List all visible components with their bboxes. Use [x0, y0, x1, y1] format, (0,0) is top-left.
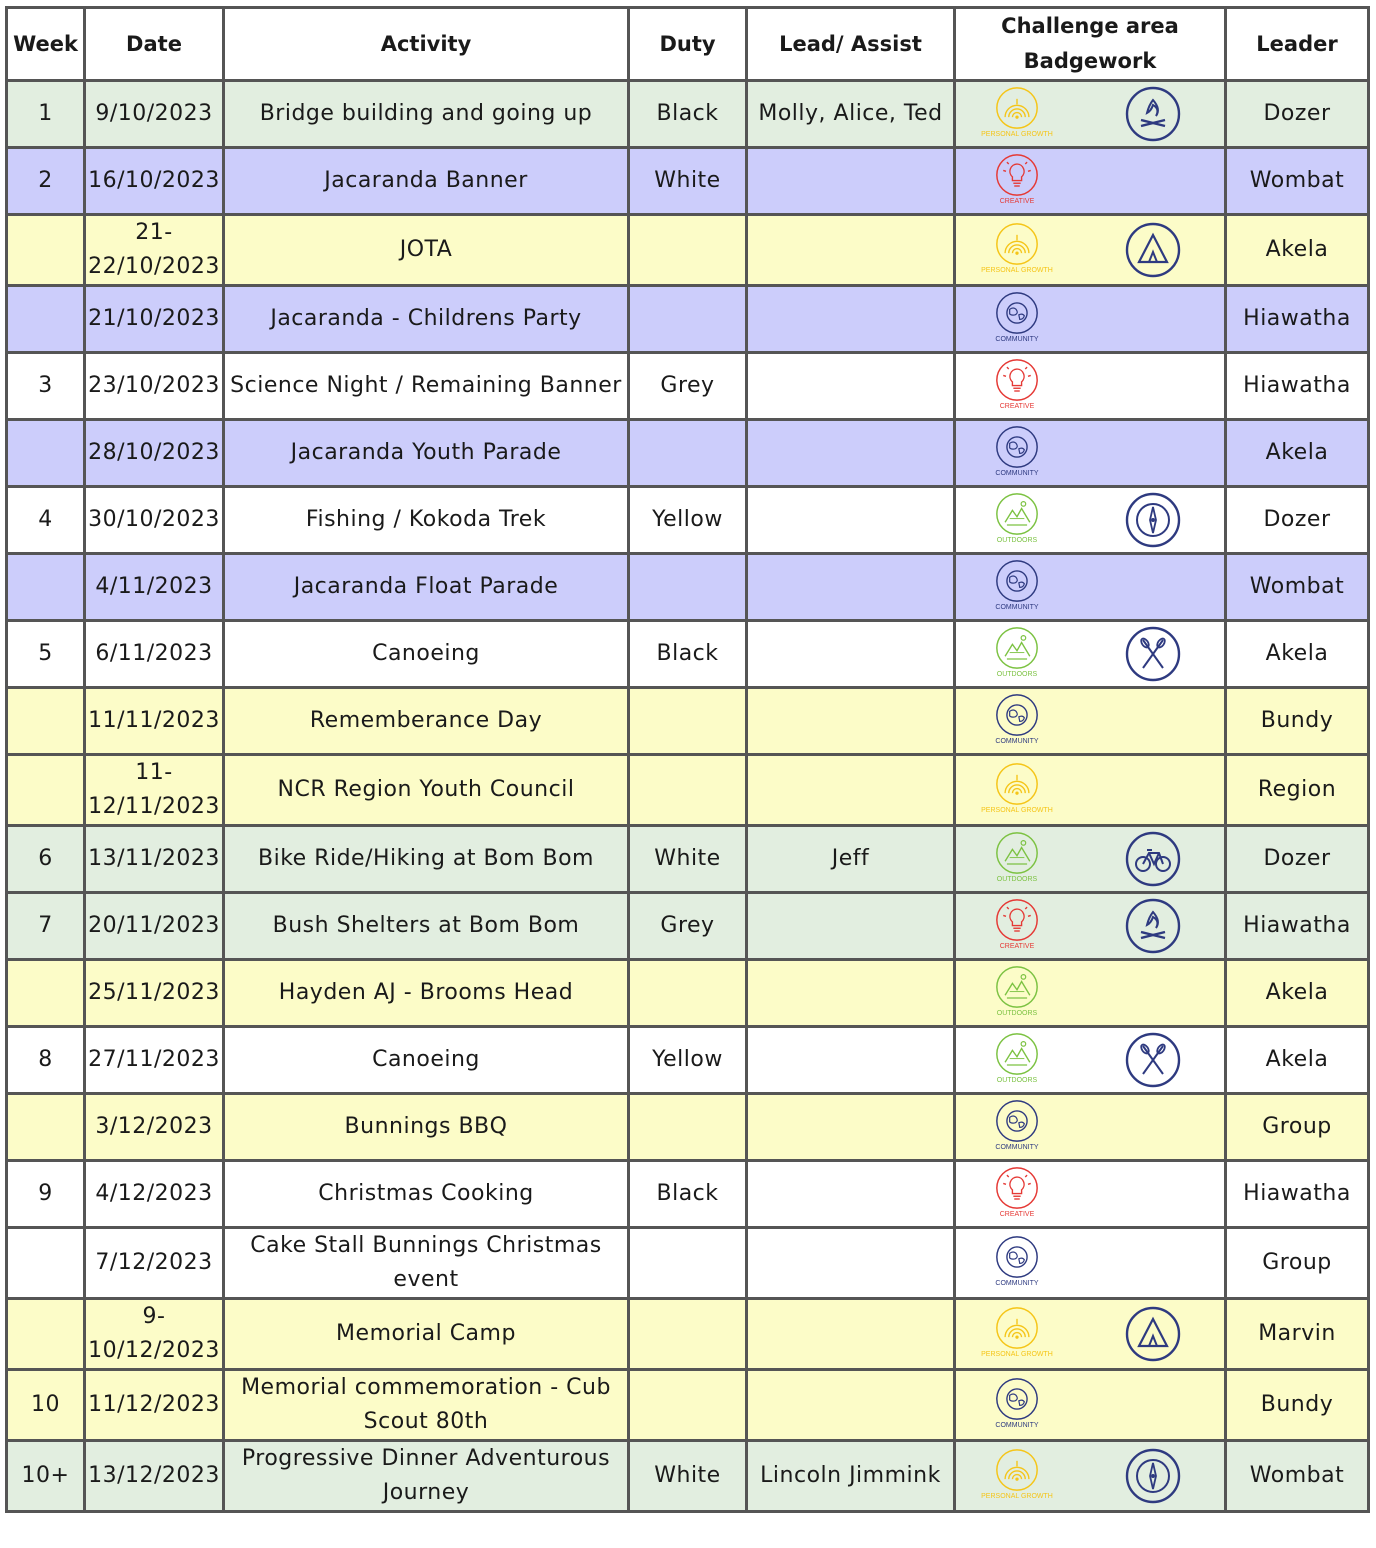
challenge-area-label: PERSONAL GROWTH: [981, 267, 1053, 274]
community-icon: [992, 1099, 1042, 1152]
table-row: [7, 1370, 1369, 1441]
activity-cell: Memorial Camp: [224, 1299, 629, 1370]
compass-badge-icon: [1125, 1448, 1181, 1504]
duty-cell: [629, 554, 747, 621]
creative-icon: [992, 358, 1042, 411]
challenge-area-label: OUTDOORS: [996, 1077, 1038, 1084]
lead-assist-cell: [747, 420, 955, 487]
challenge-area-label: COMMUNITY: [995, 336, 1039, 343]
challenge-area-label: CREATIVE: [999, 198, 1035, 205]
table-row: [7, 893, 1369, 960]
date-cell: 3/12/2023: [85, 1094, 224, 1161]
leader-cell: Hiawatha: [1226, 893, 1369, 960]
week-cell: 2: [7, 148, 85, 215]
challenge-area-cell: [955, 1370, 1226, 1441]
date-cell: 4/11/2023: [85, 554, 224, 621]
table-row: [7, 420, 1369, 487]
leader-cell: Group: [1226, 1228, 1369, 1299]
bicycle-badge-icon: [1125, 831, 1181, 887]
personal-growth-icon: [981, 1306, 1053, 1359]
activity-cell: Jacaranda Float Parade: [224, 554, 629, 621]
lead-assist-cell: [747, 755, 955, 826]
week-cell: [7, 420, 85, 487]
week-cell: [7, 688, 85, 755]
outdoors-icon: [992, 831, 1042, 884]
challenge-area-label: OUTDOORS: [996, 1010, 1038, 1017]
challenge-area-label: CREATIVE: [999, 1211, 1035, 1218]
challenge-area-label: PERSONAL GROWTH: [981, 131, 1053, 138]
lead-assist-header: Lead/ Assist: [747, 8, 955, 81]
outdoors-icon: [992, 626, 1042, 679]
date-cell: 16/10/2023: [85, 148, 224, 215]
leader-cell: Hiawatha: [1226, 286, 1369, 353]
challenge-area-cell: [955, 1161, 1226, 1228]
challenge-area-label: COMMUNITY: [995, 1422, 1039, 1429]
challenge-area-cell: [955, 826, 1226, 893]
personal-growth-icon: [981, 1448, 1053, 1501]
duty-cell: Grey: [629, 353, 747, 420]
challenge-area-label: OUTDOORS: [996, 537, 1038, 544]
duty-cell: White: [629, 826, 747, 893]
leader-header: Leader: [1226, 8, 1369, 81]
campfire-badge-icon: [1125, 898, 1181, 954]
date-cell: 11/11/2023: [85, 688, 224, 755]
table-row: [7, 1094, 1369, 1161]
challenge-area-cell: [955, 755, 1226, 826]
table-row: [7, 487, 1369, 554]
community-icon: [992, 559, 1042, 612]
challenge-area-label: PERSONAL GROWTH: [981, 1493, 1053, 1500]
week-cell: [7, 286, 85, 353]
community-icon: [992, 1377, 1042, 1430]
challenge-area-label: CREATIVE: [999, 403, 1035, 410]
duty-cell: [629, 1228, 747, 1299]
activity-cell: Fishing / Kokoda Trek: [224, 487, 629, 554]
date-cell: 6/11/2023: [85, 621, 224, 688]
activity-cell: Memorial commemoration - Cub Scout 80th: [224, 1370, 629, 1441]
week-cell: 9: [7, 1161, 85, 1228]
leader-cell: Hiawatha: [1226, 1161, 1369, 1228]
outdoors-icon: [992, 965, 1042, 1018]
paddles-badge-icon: [1125, 1032, 1181, 1088]
challenge-area-cell: [955, 1228, 1226, 1299]
date-cell: 13/11/2023: [85, 826, 224, 893]
lead-assist-cell: Lincoln Jimmink: [747, 1441, 955, 1512]
table-row: [7, 81, 1369, 148]
leader-cell: Bundy: [1226, 688, 1369, 755]
duty-cell: Yellow: [629, 487, 747, 554]
leader-cell: Akela: [1226, 215, 1369, 286]
duty-cell: Black: [629, 1161, 747, 1228]
activity-cell: Progressive Dinner Adventurous Journey: [224, 1441, 629, 1512]
date-cell: 23/10/2023: [85, 353, 224, 420]
table-row: [7, 688, 1369, 755]
challenge-area-cell: [955, 1299, 1226, 1370]
activity-cell: Jacaranda Banner: [224, 148, 629, 215]
challenge-area-cell: [955, 1094, 1226, 1161]
lead-assist-cell: Jeff: [747, 826, 955, 893]
leader-cell: Wombat: [1226, 1441, 1369, 1512]
lead-assist-cell: [747, 893, 955, 960]
community-icon: [992, 425, 1042, 478]
challenge-area-cell: [955, 286, 1226, 353]
leader-cell: Wombat: [1226, 554, 1369, 621]
date-cell: 21-22/10/2023: [85, 215, 224, 286]
table-row: [7, 1441, 1369, 1512]
challenge-area-label: OUTDOORS: [996, 671, 1038, 678]
lead-assist-cell: [747, 353, 955, 420]
leader-cell: Dozer: [1226, 826, 1369, 893]
challenge-area-header: [955, 8, 1226, 81]
leader-cell: Akela: [1226, 960, 1369, 1027]
lead-assist-cell: [747, 688, 955, 755]
lead-assist-cell: [747, 1094, 955, 1161]
activity-cell: JOTA: [224, 215, 629, 286]
table-row: [7, 1299, 1369, 1370]
table-row: [7, 554, 1369, 621]
table-row: [7, 1228, 1369, 1299]
week-cell: [7, 215, 85, 286]
leader-cell: Group: [1226, 1094, 1369, 1161]
duty-cell: [629, 755, 747, 826]
program-schedule-table: [5, 6, 1370, 1513]
date-cell: 9-10/12/2023: [85, 1299, 224, 1370]
activity-cell: Jacaranda - Childrens Party: [224, 286, 629, 353]
week-cell: [7, 1094, 85, 1161]
activity-cell: Cake Stall Bunnings Christmas event: [224, 1228, 629, 1299]
activity-cell: Canoeing: [224, 1027, 629, 1094]
leader-cell: Marvin: [1226, 1299, 1369, 1370]
activity-cell: Canoeing: [224, 621, 629, 688]
duty-cell: [629, 286, 747, 353]
duty-cell: Black: [629, 81, 747, 148]
challenge-area-cell: [955, 1441, 1226, 1512]
date-cell: 9/10/2023: [85, 81, 224, 148]
date-cell: 21/10/2023: [85, 286, 224, 353]
lead-assist-cell: [747, 1228, 955, 1299]
leader-cell: Hiawatha: [1226, 353, 1369, 420]
leader-cell: Bundy: [1226, 1370, 1369, 1441]
date-cell: 30/10/2023: [85, 487, 224, 554]
week-cell: 5: [7, 621, 85, 688]
activity-cell: Science Night / Remaining Banner: [224, 353, 629, 420]
duty-cell: White: [629, 1441, 747, 1512]
challenge-area-cell: [955, 554, 1226, 621]
table-row: [7, 1027, 1369, 1094]
creative-icon: [992, 1166, 1042, 1219]
challenge-area-label: PERSONAL GROWTH: [981, 1351, 1053, 1358]
challenge-area-cell: [955, 353, 1226, 420]
challenge-area-label: COMMUNITY: [995, 1144, 1039, 1151]
table-row: [7, 353, 1369, 420]
challenge-area-cell: [955, 621, 1226, 688]
activity-cell: Hayden AJ - Brooms Head: [224, 960, 629, 1027]
lead-assist-cell: [747, 215, 955, 286]
table-row: [7, 215, 1369, 286]
leader-cell: Region: [1226, 755, 1369, 826]
table-row: [7, 755, 1369, 826]
header-row: [7, 8, 1369, 81]
campfire-badge-icon: [1125, 86, 1181, 142]
challenge-area-cell: [955, 148, 1226, 215]
lead-assist-cell: [747, 148, 955, 215]
duty-cell: [629, 1370, 747, 1441]
date-cell: 4/12/2023: [85, 1161, 224, 1228]
creative-icon: [992, 898, 1042, 951]
challenge-area-label: PERSONAL GROWTH: [981, 807, 1053, 814]
duty-cell: Yellow: [629, 1027, 747, 1094]
duty-cell: [629, 1094, 747, 1161]
tent-badge-icon: [1125, 1306, 1181, 1362]
challenge-area-label: CREATIVE: [999, 943, 1035, 950]
challenge-area-label: COMMUNITY: [995, 470, 1039, 477]
activity-header: Activity: [224, 8, 629, 81]
challenge-area-header-line2: Badgework: [1023, 49, 1157, 73]
lead-assist-cell: [747, 286, 955, 353]
community-icon: [992, 291, 1042, 344]
challenge-area-label: OUTDOORS: [996, 876, 1038, 883]
leader-cell: Akela: [1226, 1027, 1369, 1094]
challenge-area-cell: [955, 960, 1226, 1027]
duty-cell: [629, 688, 747, 755]
date-cell: 28/10/2023: [85, 420, 224, 487]
duty-cell: [629, 1299, 747, 1370]
date-cell: 7/12/2023: [85, 1228, 224, 1299]
lead-assist-cell: Molly, Alice, Ted: [747, 81, 955, 148]
personal-growth-icon: [981, 86, 1053, 139]
community-icon: [992, 1235, 1042, 1288]
week-cell: 10: [7, 1370, 85, 1441]
duty-cell: [629, 420, 747, 487]
week-cell: 3: [7, 353, 85, 420]
lead-assist-cell: [747, 1299, 955, 1370]
leader-cell: Dozer: [1226, 487, 1369, 554]
challenge-area-cell: [955, 420, 1226, 487]
duty-cell: Black: [629, 621, 747, 688]
challenge-area-cell: [955, 893, 1226, 960]
date-cell: 20/11/2023: [85, 893, 224, 960]
table-row: [7, 621, 1369, 688]
activity-cell: Christmas Cooking: [224, 1161, 629, 1228]
challenge-area-label: COMMUNITY: [995, 1280, 1039, 1287]
lead-assist-cell: [747, 554, 955, 621]
week-cell: 6: [7, 826, 85, 893]
activity-cell: Bunnings BBQ: [224, 1094, 629, 1161]
week-cell: [7, 755, 85, 826]
week-cell: [7, 554, 85, 621]
week-cell: [7, 960, 85, 1027]
challenge-area-label: COMMUNITY: [995, 738, 1039, 745]
paddles-badge-icon: [1125, 626, 1181, 682]
activity-cell: Bike Ride/Hiking at Bom Bom: [224, 826, 629, 893]
table-row: [7, 148, 1369, 215]
lead-assist-cell: [747, 1370, 955, 1441]
duty-header: Duty: [629, 8, 747, 81]
date-cell: 13/12/2023: [85, 1441, 224, 1512]
challenge-area-cell: [955, 487, 1226, 554]
table-row: [7, 826, 1369, 893]
duty-cell: [629, 960, 747, 1027]
duty-cell: Grey: [629, 893, 747, 960]
creative-icon: [992, 153, 1042, 206]
lead-assist-cell: [747, 621, 955, 688]
leader-cell: Akela: [1226, 420, 1369, 487]
week-cell: 4: [7, 487, 85, 554]
personal-growth-icon: [981, 222, 1053, 275]
lead-assist-cell: [747, 1027, 955, 1094]
date-cell: 11/12/2023: [85, 1370, 224, 1441]
challenge-area-cell: [955, 1027, 1226, 1094]
activity-cell: NCR Region Youth Council: [224, 755, 629, 826]
leader-cell: Dozer: [1226, 81, 1369, 148]
personal-growth-icon: [981, 762, 1053, 815]
date-cell: 27/11/2023: [85, 1027, 224, 1094]
tent-badge-icon: [1125, 222, 1181, 278]
community-icon: [992, 693, 1042, 746]
date-header: Date: [85, 8, 224, 81]
challenge-area-header-line1: Challenge area: [1001, 14, 1179, 38]
outdoors-icon: [992, 492, 1042, 545]
challenge-area-cell: [955, 81, 1226, 148]
table-row: [7, 960, 1369, 1027]
duty-cell: [629, 215, 747, 286]
duty-cell: White: [629, 148, 747, 215]
activity-cell: Jacaranda Youth Parade: [224, 420, 629, 487]
week-cell: 1: [7, 81, 85, 148]
lead-assist-cell: [747, 960, 955, 1027]
week-cell: 7: [7, 893, 85, 960]
outdoors-icon: [992, 1032, 1042, 1085]
activity-cell: Bush Shelters at Bom Bom: [224, 893, 629, 960]
lead-assist-cell: [747, 1161, 955, 1228]
week-cell: 10+: [7, 1441, 85, 1512]
date-cell: 25/11/2023: [85, 960, 224, 1027]
activity-cell: Bridge building and going up: [224, 81, 629, 148]
table-row: [7, 286, 1369, 353]
leader-cell: Wombat: [1226, 148, 1369, 215]
week-header: Week: [7, 8, 85, 81]
challenge-area-label: COMMUNITY: [995, 604, 1039, 611]
leader-cell: Akela: [1226, 621, 1369, 688]
activity-cell: Rememberance Day: [224, 688, 629, 755]
compass-badge-icon: [1125, 492, 1181, 548]
date-cell: 11-12/11/2023: [85, 755, 224, 826]
week-cell: [7, 1228, 85, 1299]
week-cell: 8: [7, 1027, 85, 1094]
table-row: [7, 1161, 1369, 1228]
week-cell: [7, 1299, 85, 1370]
challenge-area-cell: [955, 688, 1226, 755]
challenge-area-cell: [955, 215, 1226, 286]
lead-assist-cell: [747, 487, 955, 554]
